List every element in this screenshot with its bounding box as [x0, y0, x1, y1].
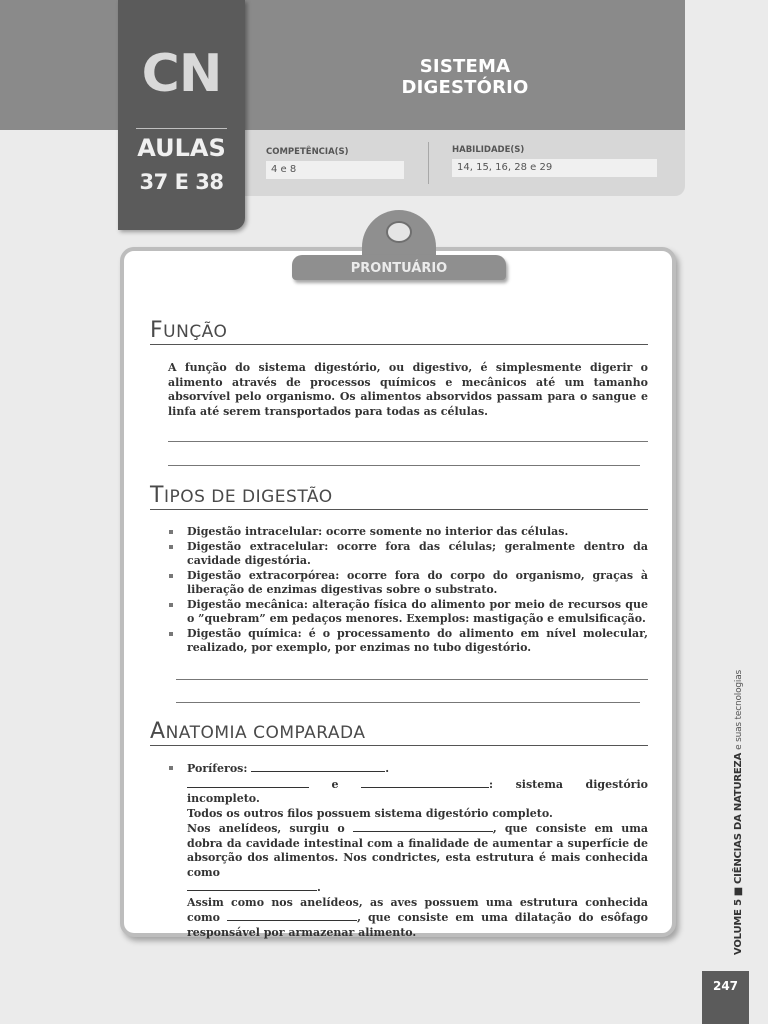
write-line[interactable] [168, 441, 648, 442]
section-title-initial: F [150, 318, 164, 343]
list-item: Digestão mecânica: alteração física do alimento por meio de recursos que o ”quebram” em pedaços menores. Exemplos: mastigação e emulsificação. [168, 598, 648, 627]
section-title-rest: IPOS DE DIGESTÃO [163, 487, 333, 507]
write-line[interactable] [168, 465, 640, 466]
list-item: Digestão química: é o processamento do alimento em nível molecular, realizado, por exemplo, por enzimas no tubo digestório. [168, 627, 648, 656]
blank-field[interactable] [187, 777, 309, 788]
complete-system-text: Todos os outros filos possuem sistema digestório completo. [187, 806, 553, 820]
competencia-value: 4 e 8 [266, 161, 404, 179]
info-divider [428, 142, 429, 184]
list-item: Digestão extracorpórea: ocorre fora do corpo do organismo, graças à liberação de enzimas digestivas sobre o substrato. [168, 569, 648, 598]
badge-divider [136, 128, 227, 129]
page-title: SISTEMA DIGESTÓRIO [401, 56, 529, 98]
section-title-funcao [150, 318, 648, 345]
clipboard-label: PRONTUÁRIO [292, 255, 506, 280]
connector-text: e [331, 777, 339, 791]
punctuation: . [385, 762, 390, 775]
separator-icon: ■ [733, 886, 744, 897]
section-title-initial: A [150, 719, 166, 744]
area-label: CIÊNCIAS DA NATUREZA [733, 752, 744, 884]
habilidade-value: 14, 15, 16, 28 e 29 [452, 159, 657, 177]
section-title-anatomia [150, 719, 648, 746]
list-item [168, 761, 648, 940]
tipos-list [168, 525, 648, 656]
blank-field[interactable] [227, 910, 357, 921]
incomplete-system-text: : sistema digestório incompleto. [187, 777, 648, 805]
write-line[interactable] [176, 702, 640, 703]
write-line[interactable] [176, 679, 648, 680]
competencia-label: COMPETÊNCIA(S) [266, 147, 349, 157]
subject-code: CN [141, 44, 222, 104]
section-title-rest: NATOMIA COMPARADA [165, 723, 366, 743]
funcao-text: A função do sistema digestório, ou digestivo, é simplesmente digerir o alimento através de processos químicos e mecânicos até um tamanho absorvível pelo organismo. Os alimentos absorvidos passam para o sangue e linfa até serem transportados para todas as células. [168, 361, 648, 418]
volume-label: VOLUME 5 [733, 899, 744, 955]
volume-side-label [733, 670, 744, 955]
blank-field[interactable] [187, 880, 317, 891]
list-item: Digestão intracelular: ocorre somente no interior das células. [168, 525, 648, 540]
area-suffix: e suas tecnologias [734, 670, 744, 750]
blank-field[interactable] [353, 821, 493, 832]
blank-field[interactable] [251, 761, 385, 772]
section-title-initial: T [150, 483, 164, 508]
header-right-gap [685, 0, 768, 130]
list-item: Digestão extracelular: ocorre fora das células; geralmente dentro da cavidade digestória. [168, 540, 648, 569]
badge-aulas-label: AULAS [137, 134, 226, 162]
badge-lesson-numbers: 37 E 38 [139, 170, 224, 194]
section-title-tipos [150, 483, 648, 510]
anatomia-list [168, 761, 648, 940]
anelideos-text: Nos anelídeos, surgiu o [187, 822, 345, 835]
punctuation: . [317, 881, 321, 894]
habilidade-label: HABILIDADE(S) [452, 145, 525, 155]
porifera-label: Poríferos: [187, 762, 248, 775]
aves-text: Assim como nos anelídeos, as aves possuem uma estrutura conhecida como [187, 895, 648, 924]
blank-field[interactable] [361, 777, 489, 788]
section-title-rest: UNÇÃO [163, 322, 228, 342]
anelideos-text-cont: , que consiste em uma dobra da cavidade intestinal com a finalidade de aumentar a superfície de absorção dos alimentos. Nos condrictes, esta estrutura é mais conhecida como [187, 822, 648, 879]
header-band [0, 0, 685, 130]
page-number: 247 [702, 971, 749, 1024]
clip-hole [386, 221, 412, 243]
info-panel [230, 130, 685, 196]
lesson-badge [118, 0, 245, 230]
aves-text-cont: , que consiste em uma dilatação do esôfago responsável por armazenar alimento. [187, 911, 648, 939]
